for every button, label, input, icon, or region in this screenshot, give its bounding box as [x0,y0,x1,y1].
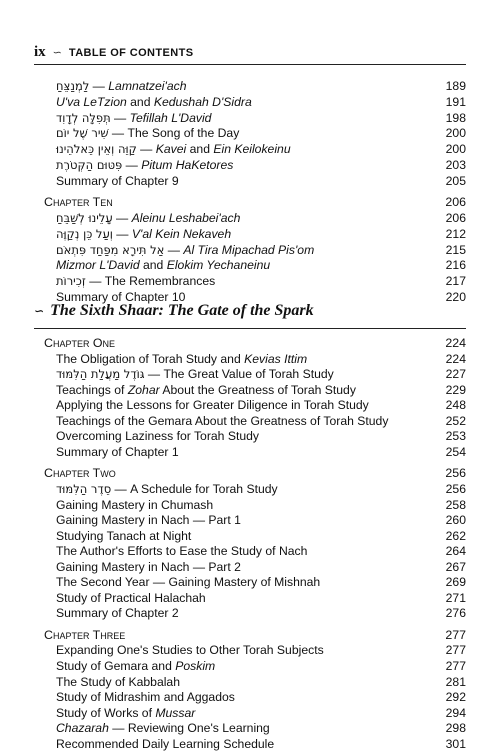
title-segment: The Study of Kabbalah [56,674,180,689]
toc-entry-row [56,481,466,497]
entry-page-number: 277 [445,659,466,673]
title-segment: — [112,226,132,241]
entry-page-number: 298 [445,721,466,736]
toc-entry-row [56,428,466,444]
title-segment: Applying the Lessons for Greater Diligence in Torah Study [56,398,369,413]
title-segment: About the Greatness of Torah Study [159,382,356,397]
title-segment: — [164,242,184,257]
entry-title [56,110,211,126]
shaar-rule [34,328,466,329]
title-segment: — Reviewing One's Learning [108,721,270,736]
title-segment: — The Great Value of Torah Study [144,367,334,382]
entry-page-number: 203 [445,157,466,172]
toc-entry-row [56,226,466,242]
entry-page-number: 216 [445,258,466,273]
title-segment: Gaining Mastery in Nach — Part 2 [56,559,241,574]
chapter-heading [44,627,125,643]
hebrew-text: שִׁיר שֶׁל יוֹם [56,126,109,141]
title-segment: Study of Midrashim and Aggados [56,690,235,705]
hebrew-text: עָלֵינוּ לְשַׁבֵּחַ [56,211,113,225]
title-segment: Summary of Chapter 9 [56,173,179,188]
title-segment: — The Song of the Day [108,126,240,141]
title-segment: Study of Practical Halachah [56,590,206,605]
toc-entry-row [56,528,466,544]
entry-page-number: 258 [445,497,466,512]
toc-entry-row [56,110,466,126]
entry-title [56,658,215,674]
title-segment: Elokim Yechaneinu [166,258,271,273]
chapter-heading [44,465,116,481]
header-title: TABLE OF CONTENTS [68,47,194,59]
header-ornament-icon: ∽ [52,47,62,59]
chapter-heading [44,335,115,351]
entry-page-number: 220 [445,289,466,304]
title-segment: Zohar [127,382,160,397]
shaar-heading [34,300,466,322]
entry-title [56,705,195,721]
title-segment: — [136,142,156,156]
entry-page-number: 189 [445,79,466,93]
entry-title [56,736,274,752]
entry-page-number: 200 [445,126,466,141]
chapter-heading-row [44,627,466,643]
entry-title [56,481,278,497]
title-segment: Lamnatzei'ach [108,79,187,93]
entry-page-number: 206 [445,195,466,210]
entry-page-number: 254 [445,444,466,459]
title-segment: and [126,94,154,109]
hebrew-text: לַמְנַצֵּחַ [56,79,90,93]
title-segment: Studying Tanach at Night [56,528,192,543]
toc-entry-row [56,413,466,429]
header-rule [34,64,466,65]
entry-page-number: 292 [445,690,466,705]
entry-page-number: 267 [445,559,466,574]
hebrew-text: סֵדֶר הַלִּמּוּד [56,481,112,496]
entry-page-number: 294 [445,705,466,720]
entry-page-number: 206 [445,211,466,225]
toc-entry-row [56,574,466,590]
entry-page-number: 253 [445,429,466,444]
running-header [34,44,466,61]
entry-title [56,642,324,658]
toc-entry-row [56,141,466,157]
toc-entry-row [56,242,466,258]
hebrew-text: גּוֹדֶל מַעֲלַת הַלִּמּוּד [56,367,145,382]
title-segment: Kevias Ittim [244,351,308,366]
title-segment: — [112,211,132,225]
entry-title [56,444,179,460]
title-segment: Mizmor L'David [56,258,140,273]
entry-title [56,512,241,528]
title-segment: U'va LeTzion [56,94,127,109]
title-segment: — [89,79,109,93]
entry-page-number: 271 [445,590,466,605]
shaar-title: The Sixth Shaar: The Gate of the Spark [50,302,314,319]
title-segment: Chapter Three [44,627,126,642]
title-segment: Kedushah D'Sidra [153,94,252,109]
toc-entry-row [56,210,466,226]
toc-entry-row [56,351,466,367]
entry-title [56,273,215,289]
toc-entry-row [56,674,466,690]
entry-page-number: 264 [445,544,466,559]
toc-entry-row [56,273,466,289]
entry-page-number: 229 [445,382,466,397]
entry-title [56,382,356,398]
entry-page-number: 260 [445,513,466,528]
entry-title [56,351,307,367]
title-segment: Summary of Chapter 10 [56,289,186,304]
title-segment: Gaining Mastery in Nach — Part 1 [56,513,241,528]
entry-page-number: 224 [445,351,466,366]
toc-entry-row [56,497,466,513]
entry-title [56,674,180,690]
entry-title [56,366,334,382]
title-segment: Chazarah [56,721,109,736]
toc-entry-row [56,125,466,141]
entry-title [56,157,233,173]
title-segment: Study of Gemara and [56,659,176,673]
entry-title [56,141,291,157]
toc-entry-row [56,705,466,721]
entry-page-number: 198 [445,110,466,125]
title-segment: Recommended Daily Learning Schedule [56,736,275,751]
entry-page-number: 191 [445,94,466,109]
title-segment: — [110,110,130,125]
entry-title [56,497,213,513]
toc-entry-row [56,382,466,398]
entry-title [56,173,179,189]
entry-title [56,543,307,559]
title-segment: Chapter Two [44,466,116,481]
title-segment: Overcoming Laziness for Torah Study [56,429,259,444]
entry-page-number: 256 [445,466,466,481]
entry-page-number: 224 [445,336,466,350]
title-segment: — [122,157,142,172]
toc-entry-row [56,590,466,606]
entry-title [56,559,241,575]
hebrew-text: תְּפִלָּה לְדָוִד [56,110,111,125]
toc-entry-row [56,543,466,559]
title-segment: Summary of Chapter 1 [56,444,179,459]
title-segment: Poskim [175,659,216,673]
title-segment: Teachings of the Gemara About the Greatness of Torah Study [56,413,389,428]
entry-page-number: 215 [445,242,466,257]
title-segment: — A Schedule for Torah Study [111,481,278,496]
entry-page-number: 217 [445,274,466,288]
title-segment: V'al Kein Nekaveh [131,226,232,241]
toc-entry-row [56,642,466,658]
entry-page-number: 205 [445,173,466,188]
shaar-ornament-icon: ∽ [34,304,45,318]
page-number: ix [34,44,46,60]
entry-page-number: 212 [445,226,466,241]
chapter-heading [44,194,113,210]
title-segment: Study of Works of [56,705,156,720]
title-segment: The Author's Efforts to Ease the Study of Nach [56,544,308,559]
entry-title [56,689,235,705]
hebrew-text: קַוֵּה וְאֵין כֵּאלֹהֵינוּ [56,142,137,156]
hebrew-text: אַל תִּירָא מִפַּחַד פִּתְאֹם [56,242,165,257]
entry-page-number: 281 [445,674,466,689]
chapter-heading-row [44,465,466,481]
entry-page-number: 248 [445,398,466,413]
entry-page-number: 277 [445,643,466,658]
entry-page-number: 276 [445,606,466,621]
entry-title [56,720,270,736]
toc-entry-row [56,444,466,460]
title-segment: Ein Keilokeinu [213,142,291,156]
toc-entry-row [56,736,466,752]
entry-title [56,94,252,110]
title-segment: Chapter One [44,336,116,350]
toc-entry-row [56,689,466,705]
entry-title [56,125,239,141]
title-segment: Tefillah L'David [129,110,212,125]
title-segment: Summary of Chapter 2 [56,606,179,621]
title-segment: — The Remembrances [85,274,216,288]
toc-entry-row [56,366,466,382]
entry-page-number: 256 [445,481,466,496]
toc-entry-row [56,257,466,273]
toc-entry-row [56,397,466,413]
title-segment: Aleinu Leshabei'ach [131,211,241,225]
entry-title [56,590,206,606]
entry-title [56,397,369,413]
entry-title [56,528,191,544]
toc-entry-row [56,559,466,575]
title-segment: and [139,258,167,273]
hebrew-text: פִּטּוּם הַקְּטֹרֶת [56,157,123,172]
entry-title [56,226,231,242]
chapter-heading-row [44,194,466,210]
toc-entry-row [56,157,466,173]
toc-entry-row [56,78,466,94]
hebrew-text: וְעַל כֵּן נְקַוֶּה [56,226,113,241]
title-segment: Al Tira Mipachad Pis'om [183,242,315,257]
entry-title [56,574,320,590]
title-segment: Chapter Ten [44,195,113,210]
title-segment: and [186,142,214,156]
title-segment: Expanding One's Studies to Other Torah Subjects [56,643,324,658]
toc-entry-row [56,512,466,528]
entry-page-number: 277 [445,627,466,642]
toc-entry-row [56,173,466,189]
entry-title [56,413,388,429]
title-segment: Pitum HaKetores [141,157,234,172]
entry-title [56,257,270,273]
entry-page-number: 227 [445,367,466,382]
entry-page-number: 200 [445,142,466,156]
toc-entry-row [56,658,466,674]
entry-page-number: 269 [445,575,466,590]
toc-entry-row [56,94,466,110]
entry-title [56,78,186,94]
toc-entry-row [56,720,466,736]
hebrew-text: זְכִירוֹת [56,274,86,288]
entry-page-number: 301 [445,736,466,751]
title-segment: Mussar [155,705,196,720]
title-segment: The Second Year — Gaining Mastery of Mishnah [56,575,321,590]
title-segment: Teachings of [56,382,128,397]
entry-title [56,428,259,444]
entry-page-number: 252 [445,413,466,428]
entry-title [56,605,179,621]
chapter-heading-row [44,335,466,351]
title-segment: The Obligation of Torah Study and [56,351,245,366]
title-segment: Gaining Mastery in Chumash [56,497,214,512]
title-segment: Kavei [155,142,187,156]
entry-title [56,242,314,258]
toc-entry-row [56,605,466,621]
entry-title [56,210,240,226]
entry-page-number: 262 [445,528,466,543]
